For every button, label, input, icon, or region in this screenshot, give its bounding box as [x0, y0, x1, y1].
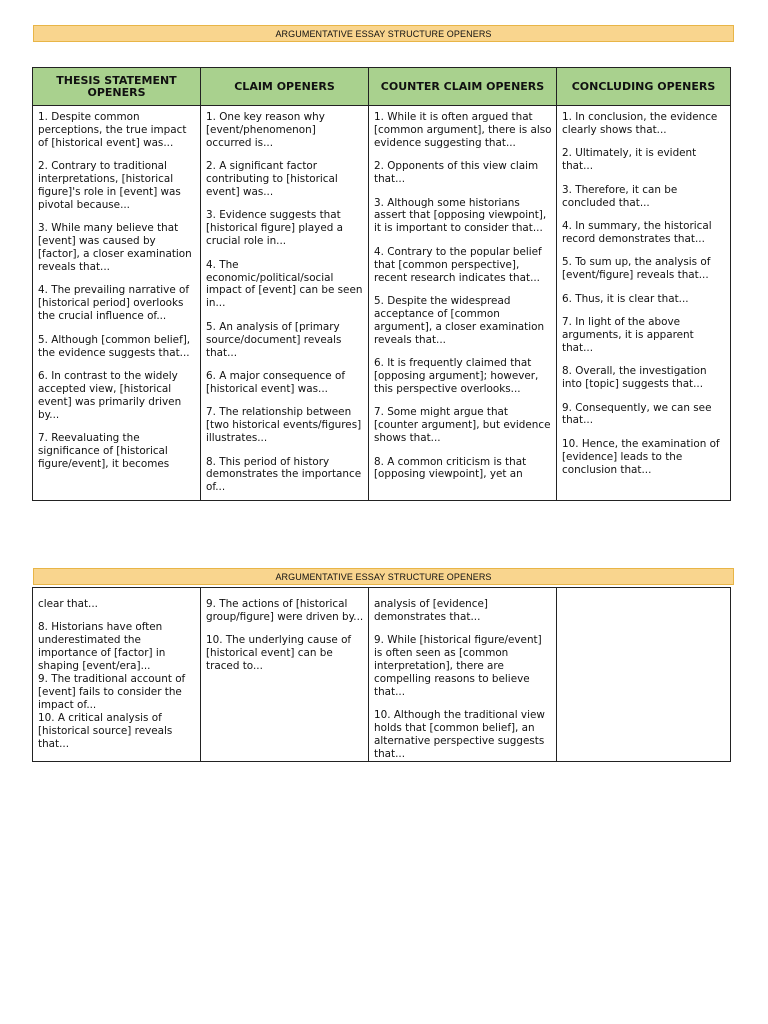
- counter-claim-openers-cell: [369, 106, 557, 500]
- opener-item: 1. One key reason why [event/phenomenon] occurred is...: [206, 111, 325, 149]
- concluding-openers-cell-continued: [557, 588, 730, 761]
- opener-item: 5. Despite the widespread acceptance of [common argument], a closer examination reveals that...: [374, 294, 545, 346]
- claim-openers-cell: [201, 106, 369, 500]
- opener-item: 7. Reevaluating the significance of [historical figure/event], it becomes: [38, 432, 170, 470]
- opener-item: 7. Some might argue that [counter argument], but evidence shows that...: [374, 406, 551, 445]
- opener-item: 4. In summary, the historical record demonstrates that...: [562, 219, 712, 245]
- thesis-openers-cell-continued: [33, 588, 201, 761]
- opener-item: analysis of [evidence] demonstrates that...: [374, 598, 488, 623]
- opener-item: 4. The economic/political/social impact of [event] can be seen in...: [206, 258, 363, 310]
- header-thesis-statement-openers: THESIS STATEMENT OPENERS: [33, 68, 201, 105]
- opener-item: 1. While it is often argued that [common argument], there is also evidence suggesting that...: [374, 111, 552, 149]
- opener-item: 9. Consequently, we can see that...: [562, 401, 712, 427]
- opener-item: 3. Therefore, it can be concluded that...: [562, 183, 678, 209]
- opener-item: 3. While many believe that [event] was caused by [factor], a closer examination reveals that...: [38, 222, 192, 274]
- opener-item: 2. A significant factor contributing to [historical event] was...: [206, 160, 338, 199]
- concluding-openers-cell: [557, 106, 730, 500]
- opener-item: 9. The traditional account of [event] fails to consider the impact of...: [38, 673, 186, 711]
- opener-item: 10. Hence, the examination of [evidence] leads to the conclusion that...: [562, 437, 720, 476]
- opener-item: 8. Overall, the investigation into [topic] suggests that...: [562, 365, 707, 391]
- opener-item: 1. In conclusion, the evidence clearly shows that...: [562, 111, 718, 136]
- opener-item: 7. In light of the above arguments, it is apparent that...: [562, 315, 694, 354]
- openers-table: [32, 67, 731, 501]
- opener-item: 9. While [historical figure/event] is often seen as [common interpretation], there are compelling reasons to believe that...: [374, 634, 542, 698]
- header-claim-openers: CLAIM OPENERS: [201, 68, 369, 105]
- opener-item: 10. A critical analysis of [historical source] reveals that...: [38, 711, 173, 750]
- opener-item: 3. Evidence suggests that [historical figure] played a crucial role in...: [206, 209, 343, 248]
- opener-item: 9. The actions of [historical group/figure] were driven by...: [206, 598, 364, 623]
- table-header-row: [33, 68, 730, 106]
- opener-item: 6. It is frequently claimed that [opposing argument]; however, this perspective overlooks...: [374, 357, 539, 395]
- openers-table-continued: [32, 587, 731, 762]
- opener-item: 3. Although some historians assert that [opposing viewpoint], it is important to consider that...: [374, 196, 547, 235]
- opener-item: 5. To sum up, the analysis of [event/figure] reveals that...: [562, 256, 711, 282]
- table-body-row: [33, 106, 730, 500]
- opener-item: 7. The relationship between [two historical events/figures] illustrates...: [206, 406, 362, 445]
- opener-item: 4. Contrary to the popular belief that [common perspective], recent research indicates that...: [374, 245, 542, 284]
- opener-item: 1. Despite common perceptions, the true impact of [historical event] was...: [38, 111, 187, 149]
- opener-item: 10. Although the traditional view holds that [common belief], an alternative perspective suggests that...: [374, 709, 545, 761]
- opener-item: 6. Thus, it is clear that...: [562, 292, 689, 305]
- opener-item: 2. Contrary to traditional interpretations, [historical figure]'s role in [event] was pivotal because...: [38, 160, 181, 211]
- page-banner-continued: ARGUMENTATIVE ESSAY STRUCTURE OPENERS: [33, 568, 734, 585]
- opener-item: 6. A major consequence of [historical event] was...: [206, 370, 345, 395]
- opener-item: 5. An analysis of [primary source/document] reveals that...: [206, 320, 342, 359]
- page-banner: ARGUMENTATIVE ESSAY STRUCTURE OPENERS: [33, 25, 734, 42]
- header-concluding-openers: CONCLUDING OPENERS: [571, 79, 716, 93]
- opener-item: 10. The underlying cause of [historical event] can be traced to...: [206, 634, 352, 673]
- opener-item: 5. Although [common belief], the evidence suggests that...: [38, 333, 191, 359]
- opener-item: clear that...: [38, 598, 98, 610]
- claim-openers-cell-continued: [201, 588, 369, 761]
- opener-item: 8. A common criticism is that [opposing viewpoint], yet an: [374, 455, 527, 481]
- opener-item: 8. Historians have often underestimated the importance of [factor] in shaping [event/era]...: [38, 621, 166, 673]
- counter-claim-openers-cell-continued: [369, 588, 557, 761]
- opener-item: 8. This period of history demonstrates the importance of...: [206, 455, 362, 494]
- thesis-openers-cell: [33, 106, 201, 500]
- opener-item: 2. Ultimately, it is evident that...: [562, 147, 697, 173]
- header-counter-claim-openers: COUNTER CLAIM OPENERS: [369, 68, 557, 105]
- opener-item: 6. In contrast to the widely accepted view, [historical event] was primarily driven by...: [38, 370, 182, 421]
- opener-item: 2. Opponents of this view claim that...: [374, 160, 539, 186]
- opener-item: 4. The prevailing narrative of [historical period] overlooks the crucial influence of...: [38, 284, 190, 323]
